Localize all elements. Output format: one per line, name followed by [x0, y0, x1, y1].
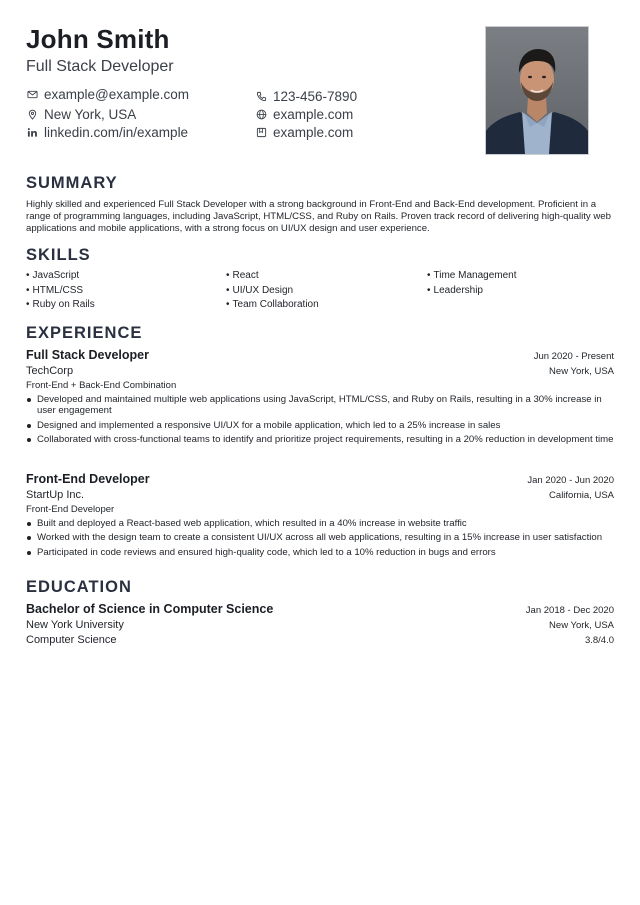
bookmark-icon [255, 127, 267, 139]
website-text: example.com [273, 107, 354, 122]
education-entry [26, 602, 614, 646]
list-item: Participated in code reviews and ensured high-quality code, which led to a 10% reduction in bugs and errors [26, 547, 614, 558]
experience-heading: EXPERIENCE [26, 324, 143, 342]
contact-portfolio[interactable] [255, 125, 353, 140]
skills-heading: SKILLS [26, 246, 91, 264]
location-text: New York, USA [44, 107, 137, 122]
edu-field: Computer Science [26, 634, 117, 646]
email-text: example@example.com [44, 87, 190, 102]
job-title: Full Stack Developer [26, 348, 149, 362]
skill-item: • Team Collaboration [226, 299, 319, 310]
linkedin-icon [26, 127, 38, 139]
edu-school: New York University [26, 619, 124, 631]
job-subtitle: Front-End + Back-End Combination [26, 380, 177, 391]
edu-gpa: 3.8/4.0 [584, 635, 614, 646]
job-date: Jun 2020 - Present [533, 351, 614, 362]
linkedin-text: linkedin.com/in/example [44, 125, 189, 140]
portfolio-text: example.com [273, 125, 354, 140]
globe-icon [255, 109, 267, 121]
list-item: Collaborated with cross-functional teams to identify and prioritize project requirements, resulting in a 20% reduction in development time [26, 434, 614, 445]
candidate-name: John Smith [26, 24, 170, 54]
skill-item: • React [226, 270, 259, 281]
skill-item: • HTML/CSS [26, 285, 83, 296]
job-bullets [26, 518, 614, 558]
skill-item: • Leadership [427, 285, 483, 296]
summary-heading: SUMMARY [26, 174, 118, 192]
skill-item: • JavaScript [26, 270, 79, 281]
edu-degree: Bachelor of Science in Computer Science [26, 602, 274, 616]
job-date: Jan 2020 - Jun 2020 [527, 475, 614, 486]
list-item: Designed and implemented a responsive UI/UX for a mobile application, which led to a 25% increase in sales [26, 420, 614, 431]
edu-date: Jan 2018 - Dec 2020 [525, 605, 614, 616]
profile-photo [485, 26, 589, 155]
education-heading: EDUCATION [26, 578, 132, 596]
job-bullets [26, 394, 614, 446]
job-subtitle: Front-End Developer [26, 504, 115, 515]
map-pin-icon [26, 109, 38, 121]
contact-location [26, 107, 136, 122]
contact-website[interactable] [255, 107, 353, 122]
list-item: Built and deployed a React-based web application, which resulted in a 40% increase in website traffic [26, 518, 614, 529]
job-location: New York, USA [549, 366, 614, 377]
job-location: California, USA [549, 490, 614, 501]
job-company: StartUp Inc. [26, 489, 85, 501]
list-item: Developed and maintained multiple web applications using JavaScript, HTML/CSS, and Ruby on Rails, resulting in a 30% increase in user engagement [26, 394, 614, 417]
contact-phone[interactable] [255, 89, 357, 104]
edu-location: New York, USA [549, 620, 614, 631]
summary-text: Highly skilled and experienced Full Stack Developer with a strong background in Front-End and Back-End development. Proficient in a range of programming languages, including JavaScript, HTML/CSS, and Ruby on Rails. Proven track record of delivering high-quality web applications and mobile applications, with a strong focus on UI/UX design and user experience. [26, 199, 611, 234]
phone-text: 123-456-7890 [273, 89, 358, 104]
skills-list [26, 270, 616, 316]
job-title: Front-End Developer [26, 472, 150, 486]
experience-entry [26, 472, 614, 561]
contact-linkedin[interactable] [26, 125, 188, 140]
skill-item: • Ruby on Rails [26, 299, 95, 310]
list-item: Worked with the design team to create a consistent UI/UX across all web applications, resulting in a 15% increase in user satisfaction [26, 532, 614, 543]
experience-entry [26, 348, 614, 449]
candidate-title: Full Stack Developer [26, 58, 174, 75]
envelope-icon [26, 89, 38, 101]
skill-item: • Time Management [427, 270, 517, 281]
contact-email[interactable] [26, 87, 189, 102]
skill-item: • UI/UX Design [226, 285, 293, 296]
phone-icon [255, 91, 267, 103]
job-company: TechCorp [26, 365, 74, 377]
